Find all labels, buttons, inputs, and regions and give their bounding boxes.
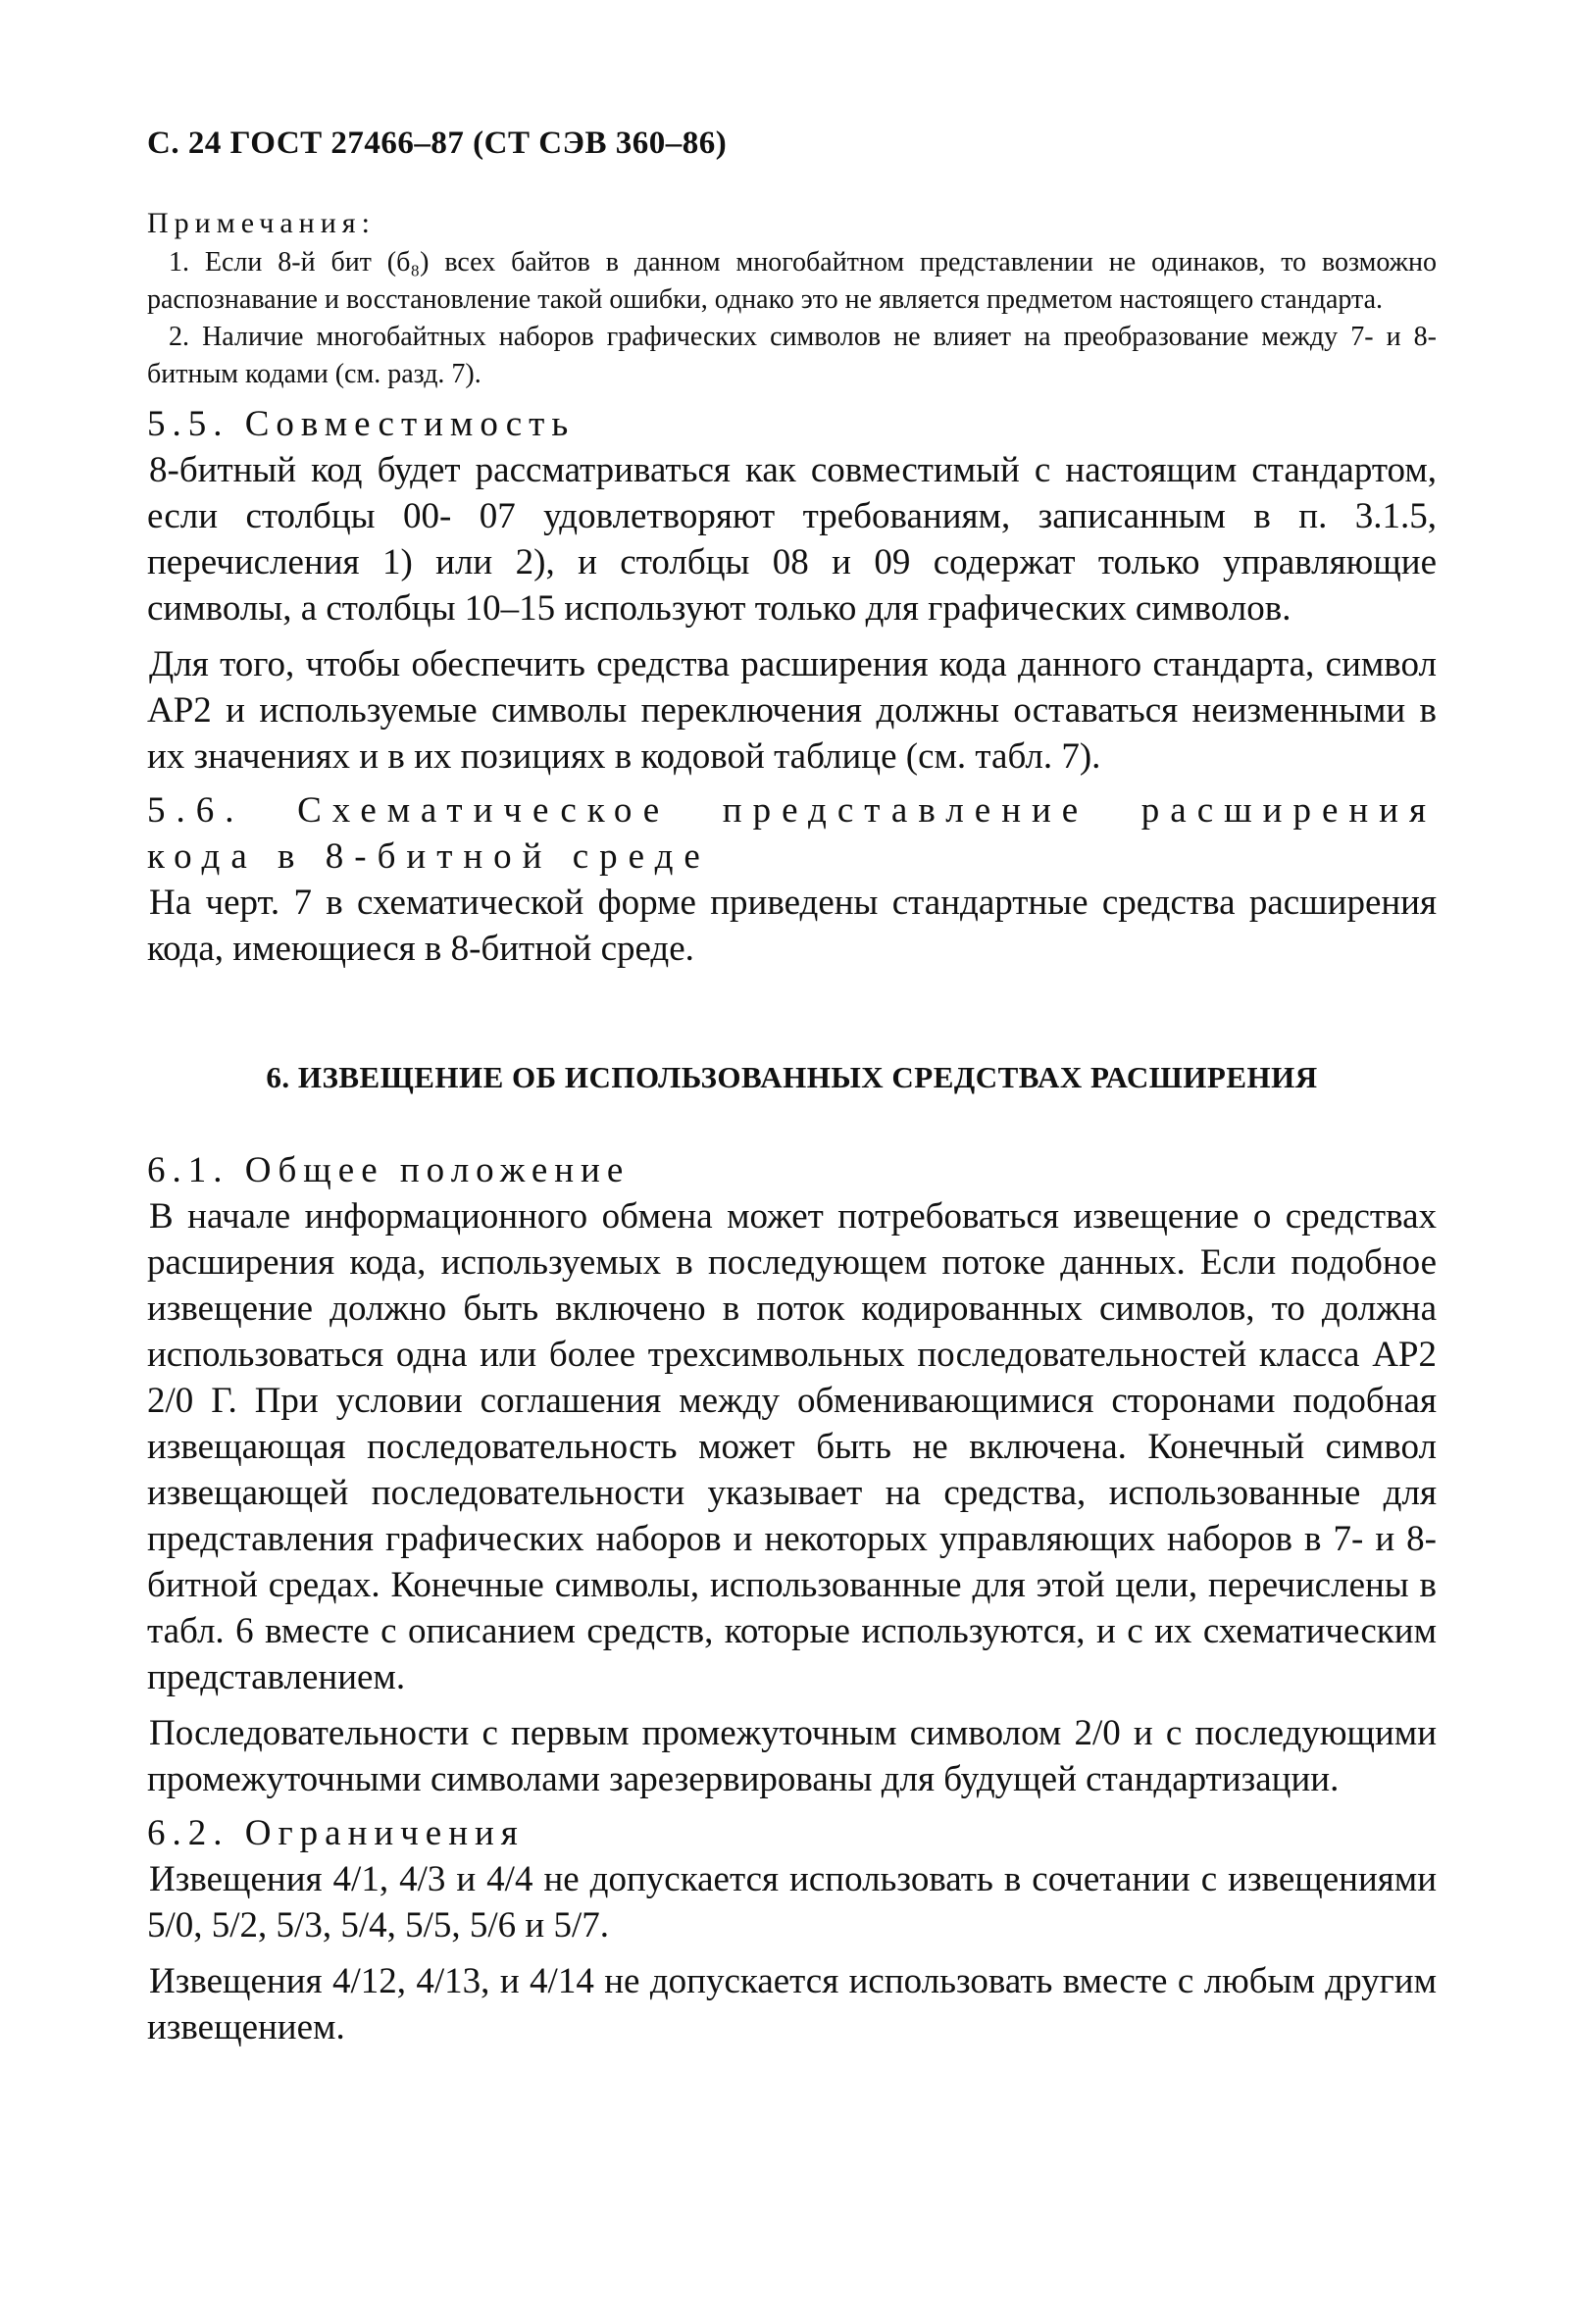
section-heading: 5.5. Совместимость bbox=[147, 404, 576, 444]
section-6-2 bbox=[147, 1810, 1437, 2050]
notes-title: Примечания: bbox=[147, 207, 376, 239]
section-6 bbox=[147, 1054, 1437, 1100]
paragraph: Последовательности с первым промежуточным символом 2/0 и с последующими промежуточными символами зарезервированы для будущей стандартизации. bbox=[147, 1713, 1437, 1799]
note-item: 2. Наличие многобайтных наборов графических символов не влияет на преобразование между 7- и 8-битным кодами (см. разд. 7). bbox=[147, 322, 1437, 389]
paragraph: На черт. 7 в схематической форме приведены стандартные средства расширения кода, имеющиеся в 8-битной среде. bbox=[147, 883, 1437, 969]
notes-block bbox=[147, 205, 1437, 393]
section-heading: 6.1. Общее положение bbox=[147, 1150, 631, 1190]
paragraph: Извещения 4/1, 4/3 и 4/4 не допускается использовать в сочетании с извещениями 5/0, 5/2, 5/3, 5/4, 5/5, 5/6 и 5/7. bbox=[147, 1859, 1437, 1945]
paragraph: Извещения 4/12, 4/13, и 4/14 не допускается использовать вместе с любым другим извещением. bbox=[147, 1961, 1437, 2047]
section-6-1 bbox=[147, 1147, 1437, 1802]
section-heading: 6.2. Ограничения bbox=[147, 1813, 525, 1853]
section-5-6 bbox=[147, 787, 1437, 972]
section-5-5 bbox=[147, 401, 1437, 780]
section-heading: 5.6. Схематическое представление расширения кода в 8-битной среде bbox=[147, 790, 1437, 877]
page-header: С. 24 ГОСТ 27466–87 (СТ СЭВ 360–86) bbox=[147, 126, 728, 161]
paragraph: Для того, чтобы обеспечить средства расширения кода данного стандарта, символ АР2 и используемые символы переключения должны оставаться неизменными в их значениях и в их позициях в кодовой таблице (см. табл. 7). bbox=[147, 644, 1437, 777]
paragraph: В начале информационного обмена может потребоваться извещение о средствах расширения кода, используемых в последующем потоке данных. Если подобное извещение должно быть включено в поток кодированных символов, то должна использоваться одна или более трехсимвольных последовательностей класса АР2 2/0 Г. При условии соглашения между обменивающимися сторонами подобная извещающая последовательность может быть не включена. Конечный символ извещающей последовательности указывает на средства, использованные для представления графических наборов и некоторых управляющих наборов в 7- и 8-битной средах. Конечные символы, использованные для этой цели, перечислены в табл. 6 вместе с описанием средств, которые используются, и с их схематическим представлением. bbox=[147, 1196, 1437, 1697]
chapter-title: 6. ИЗВЕЩЕНИЕ ОБ ИСПОЛЬЗОВАННЫХ СРЕДСТВАХ РАСШИРЕНИЯ bbox=[266, 1060, 1318, 1094]
document-page bbox=[147, 126, 1437, 2050]
paragraph: 8-битный код будет рассматриваться как совместимый с настоящим стандартом, если столбцы 00- 07 удовлетворяют требованиям, записанным в п. 3.1.5, перечисления 1) или 2), и столбцы 08 и 09 содержат только управляющие символы, а столбцы 10–15 используют только для графических символов. bbox=[147, 450, 1437, 629]
note-item: 1. Если 8-й бит (б₈) всех байтов в данном многобайтном представлении не одинаков, то возможно распознавание и восстановление такой ошибки, однако это не является предметом настоящего стандарта. bbox=[147, 247, 1437, 315]
